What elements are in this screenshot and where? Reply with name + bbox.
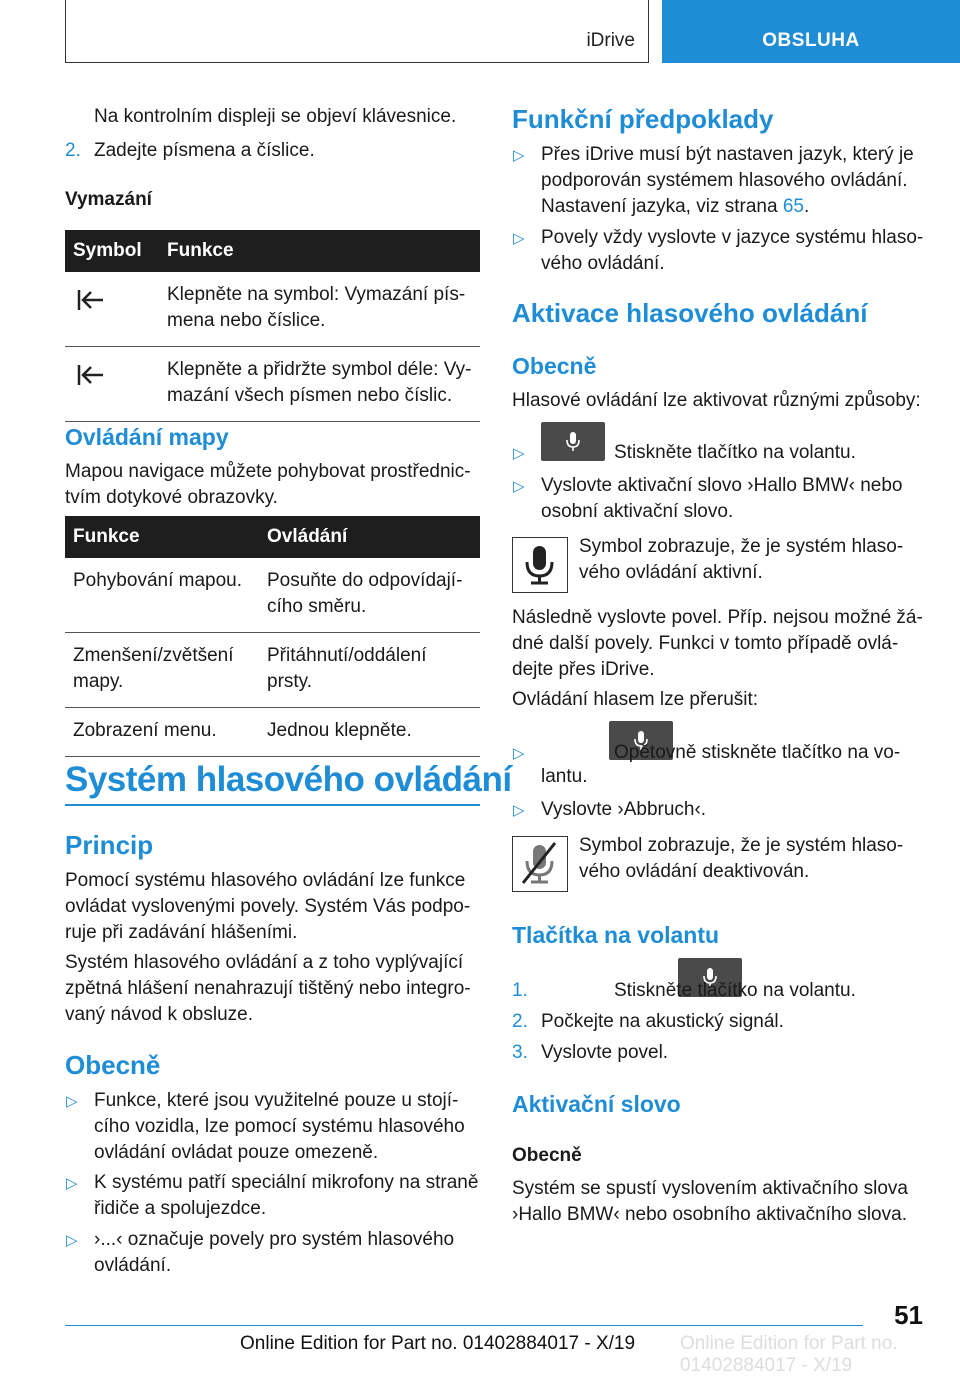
princip-paragraph-2 — [65, 950, 471, 1028]
cell-line: Přitáhnutí/oddálení — [267, 645, 427, 666]
cell-line: Zmenšení/zvětšení — [73, 645, 234, 666]
backspace-arrow-icon — [73, 288, 107, 312]
cell-line: mazání všech písmen nebo číslic. — [167, 385, 453, 406]
table-header: Funkce — [65, 516, 259, 558]
princip-heading: Princip — [65, 830, 154, 860]
cell-line: Pohybování mapou. — [73, 570, 243, 591]
table-row — [65, 272, 480, 347]
table-row — [65, 633, 480, 708]
header-frame — [65, 0, 649, 63]
text-line: Symbol zobrazuje, že je systém hlaso- — [579, 536, 904, 557]
text-line: ovládat vyslovenými povely. Systém Vás podpo- — [65, 896, 471, 917]
text-line: vého ovládání aktivní. — [579, 562, 763, 583]
final-paragraph — [512, 1176, 908, 1228]
text-line: ruje při zadávání hlášeními. — [65, 922, 298, 943]
step-text: Zadejte písmena a číslice. — [94, 140, 315, 161]
interrupt-text: Ovládání hlasem lze přerušit: — [512, 689, 759, 710]
header-tab[interactable] — [662, 0, 960, 63]
steering-voice-button — [541, 422, 605, 461]
bullet-item — [94, 1227, 454, 1279]
table-row — [65, 347, 480, 422]
tlacitka-heading: Tlačítka na volantu — [512, 922, 720, 948]
bullet-item — [94, 1088, 465, 1166]
step-text: Stiskněte tlačítko na volantu. — [614, 980, 856, 1001]
microphone-icon — [541, 422, 605, 461]
text-line: vého ovládání. — [541, 253, 665, 274]
table-header: Symbol — [65, 230, 159, 272]
table-row — [65, 558, 480, 633]
bullet-item — [541, 142, 914, 220]
text-line: Systém hlasového ovládání a z toho vyplývající — [65, 952, 464, 973]
header-tab-label: OBSLUHA — [762, 30, 860, 51]
cell-line: Klepněte na symbol: Vymazání pís- — [167, 284, 466, 305]
watermark-text: Online Edition for Part no. 01402884017 - X/19 — [680, 1333, 898, 1376]
bullet-triangle-icon: ▷ — [513, 230, 525, 247]
cell-line: Zobrazení menu. — [73, 720, 217, 741]
cell-line: prsty. — [267, 671, 313, 692]
intro-line: Na kontrolním displeji se objeví klávesnice. — [94, 106, 457, 127]
system-heading: Systém hlasového ovládání — [65, 760, 512, 799]
abbruch-text: Vyslovte ›Abbruch‹. — [541, 799, 707, 820]
text-line: Vyslovte aktivační slovo ›Hallo BMW‹ nebo — [541, 475, 903, 496]
next-paragraph — [512, 605, 923, 683]
aktivacni-heading: Aktivační slovo — [512, 1091, 681, 1117]
bullet-item — [541, 225, 923, 277]
map-table — [65, 516, 480, 757]
step-number: 2. — [65, 140, 81, 161]
bullet-triangle-icon: ▷ — [66, 1232, 78, 1249]
bullet-triangle-icon: ▷ — [513, 445, 525, 462]
bullet-triangle-icon: ▷ — [513, 802, 525, 819]
bullet-item — [541, 473, 902, 525]
microphone-active-icon — [513, 538, 566, 591]
microphone-muted-icon — [513, 837, 566, 890]
step-text: Počkejte na akustický signál. — [541, 1011, 784, 1032]
bullet-triangle-icon: ▷ — [513, 478, 525, 495]
text-line: ovládání ovládat pouze omezeně. — [94, 1142, 379, 1163]
ovladani-text — [65, 459, 471, 511]
text-line: Systém se spustí vyslovením aktivačního slova — [512, 1178, 908, 1199]
press-button-text: Stiskněte tlačítko na volantu. — [614, 442, 856, 463]
step-number: 1. — [512, 980, 528, 1001]
text-line: ovládání. — [94, 1255, 172, 1276]
bullet-triangle-icon: ▷ — [66, 1093, 78, 1110]
bullet-triangle-icon: ▷ — [66, 1175, 78, 1192]
text-line: dejte přes iDrive. — [512, 659, 655, 680]
step-number: 2. — [512, 1011, 528, 1032]
text-line: zpětná hlášení nenahrazují tištěný nebo integro- — [65, 978, 471, 999]
text-line: osobní aktivační slovo. — [541, 501, 734, 522]
bullet-triangle-icon: ▷ — [513, 745, 525, 762]
bullet-item — [94, 1170, 478, 1222]
cell-line: Jednou klepněte. — [267, 720, 412, 741]
vymazani-heading: Vymazání — [65, 189, 152, 210]
ovladani-heading: Ovládání mapy — [65, 424, 229, 450]
obecne-subheading: Obecně — [512, 353, 597, 379]
text-line: Následně vyslovte povel. Příp. nejsou možné žá- — [512, 607, 923, 628]
text-line: vého ovládání deaktivován. — [579, 861, 810, 882]
text-line: Mapou navigace můžete pohybovat prostřednic- — [65, 461, 471, 482]
aktivace-heading: Aktivace hlasového ovládání — [512, 298, 868, 328]
text-line: řidiče a spolujezdce. — [94, 1198, 267, 1219]
press-again-cont: lantu. — [541, 766, 588, 787]
table-header: Ovládání — [259, 516, 480, 558]
text-line: ›Hallo BMW‹ nebo osobního aktivačního slova. — [512, 1204, 907, 1225]
text-line: vaný návod k obsluze. — [65, 1004, 254, 1025]
header-section-label: iDrive — [586, 30, 635, 51]
cell-line: mapy. — [73, 671, 124, 692]
heading-rule — [65, 804, 480, 806]
table-row — [65, 708, 480, 757]
cell-line: mena nebo číslice. — [167, 310, 326, 331]
bullet-triangle-icon: ▷ — [513, 147, 525, 164]
text-line: Funkce, které jsou využitelné pouze u stojí- — [94, 1090, 459, 1111]
footer-rule — [65, 1325, 863, 1326]
obecne-text: Hlasové ovládání lze aktivovat různými způsoby: — [512, 390, 921, 411]
text-line: Povely vždy vyslovte v jazyce systému hlaso- — [541, 227, 924, 248]
text-line: podporován systémem hlasového ovládání. — [541, 170, 908, 191]
backspace-arrow-icon — [73, 363, 107, 387]
cell-line: Posuňte do odpovídají- — [267, 570, 463, 591]
mic-inactive-symbol — [512, 836, 568, 892]
text-line: tvím dotykové obrazovky. — [65, 487, 278, 508]
page-link[interactable]: 65 — [782, 196, 804, 217]
text-line: cího vozidla, lze pomocí systému hlasového — [94, 1116, 465, 1137]
text-line: ›...‹ označuje povely pro systém hlasového — [94, 1229, 455, 1250]
princip-paragraph — [65, 868, 470, 946]
table-header: Funkce — [159, 230, 480, 272]
step-number: 3. — [512, 1042, 528, 1063]
press-again-text: Opětovně stiskněte tlačítko na vo- — [614, 742, 901, 763]
cell-line: cího směru. — [267, 596, 367, 617]
page-number: 51 — [894, 1300, 923, 1330]
text-line: dné další povely. Funkci v tomto případě ovlá- — [512, 633, 899, 654]
mic-active-symbol — [512, 537, 568, 593]
text-line: Symbol zobrazuje, že je systém hlaso- — [579, 835, 904, 856]
mic-active-text — [579, 534, 903, 586]
text-line: Pomocí systému hlasového ovládání lze funkce — [65, 870, 466, 891]
text-line: K systému patří speciální mikrofony na straně — [94, 1172, 479, 1193]
footer-edition: Online Edition for Part no. 01402884017 - X/19 — [240, 1333, 636, 1354]
mic-inactive-text — [579, 833, 903, 885]
funkcni-heading: Funkční předpoklady — [512, 104, 774, 134]
cell-line: Klepněte a přidržte symbol déle: Vy- — [167, 359, 472, 380]
step-text: Vyslovte povel. — [541, 1042, 669, 1063]
delete-table — [65, 230, 480, 422]
obecne-bold: Obecně — [512, 1145, 582, 1166]
text-line: Nastavení jazyka, viz strana 65. — [541, 196, 810, 217]
obecne-heading: Obecně — [65, 1050, 161, 1080]
text-line: Přes iDrive musí být nastaven jazyk, který je — [541, 144, 914, 165]
